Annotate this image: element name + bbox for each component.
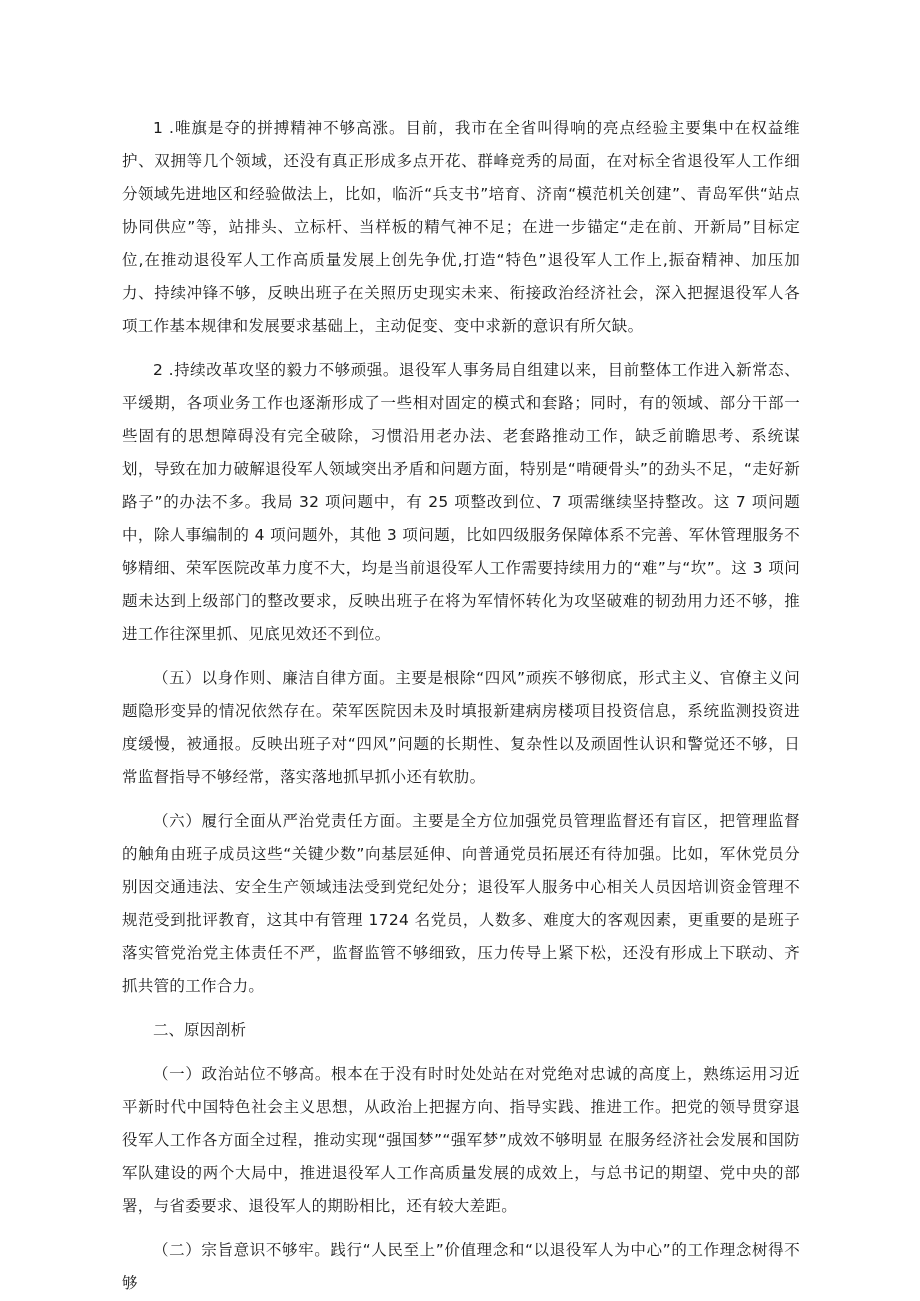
paragraph-party-governance: （六）履行全面从严治党责任方面。主要是全方位加强党员管理监督还有盲区，把管理监督的触角由班子成员这些“关键少数”向基层延伸、向普通党员拓展还有待加强。比如，军休党员分别因交通违法、安全生产领域违法受到党纪处分；退役军人服务中心相关人员因培训资金管理不规范受到批评教育，这其中有管理 1724 名党员，人数多、难度大的客观因素，更重要的是班子落实管党治党主体责任不严，监督监管不够细致，压力传导上紧下松，还没有形成上下联动、齐抓共管的工作合力。 <box>122 812 800 995</box>
paragraph-fighting-spirit: 1 .唯旗是夺的拼搏精神不够高涨。目前，我市在全省叫得响的亮点经验主要集中在权益维护、双拥等几个领域，还没有真正形成多点开花、群峰竞秀的局面，在对标全省退役军人工作细分领域先进地区和经验做法上，比如，临沂“兵支书”培育、济南“模范机关创建”、青岛军供“站点协同供应”等，站排头、立标杆、当样板的精气神不足；在进一步锚定“走在前、开新局”目标定位,在推动退役军人工作高质量发展上创先争优,打造“特色”退役军人工作上,振奋精神、加压加力、持续冲锋不够，反映出班子在关照历史现实未来、衔接政治经济社会，深入把握退役军人各项工作基本规律和发展要求基础上，主动促变、变中求新的意识有所欠缺。 <box>122 119 800 335</box>
paragraph-reform-persistence: 2 .持续改革攻坚的毅力不够顽强。退役军人事务局自组建以来，目前整体工作进入新常态、平缓期，各项业务工作也逐渐形成了一些相对固定的模式和套路；同时，有的领域、部分干部一些固有的思想障碍没有完全破除，习惯沿用老办法、老套路推动工作，缺乏前瞻思考、系统谋划，导致在加力破解退役军人领域突出矛盾和问题方面，特别是“啃硬骨头”的劲头不足，“走好新路子”的办法不多。我局 32 项问题中，有 25 项整改到位、7 项需继续坚持整改。这 7 项问题中，除人事编制的 4 项问题外，其他 3 项问题，比如四级服务保障体系不完善、军休管理服务不够精细、荣军医院改革力度不大，均是当前退役军人工作需要持续用力的“难”与“坎”。这 3 项问题未达到上级部门的整改要求，反映出班子在将为军情怀转化为攻坚破难的韧劲用力还不够，推进工作往深里抓、见底见效还不到位。 <box>122 361 800 643</box>
section-title-cause-analysis: 二、原因剖析 <box>153 1021 247 1039</box>
paragraph-political-stance: （一）政治站位不够高。根本在于没有时时处处站在对党绝对忠诚的高度上，熟练运用习近平新时代中国特色社会主义思想，从政治上把握方向、指导实践、推进工作。把党的领导贯穿退役军人工作各方面全过程，推动实现“强国梦”“强军梦”成效不够明显 在服务经济社会发展和国防军队建设的两个大局中，推进退役军人工作高质量发展的成效上，与总书记的期望、党中央的部署，与省委要求、退役军人的期盼相比，还有较大差距。 <box>122 1065 800 1215</box>
paragraph-integrity-self-discipline: （五）以身作则、廉洁自律方面。主要是根除“四风”顽疾不够彻底，形式主义、官僚主义问题隐形变异的情况依然存在。荣军医院因未及时填报新建病房楼项目投资信息，系统监测投资进度缓慢，被通报。反映出班子对“四风”问题的长期性、复杂性以及顽固性认识和警觉还不够，日常监督指导不够经常，落实落地抓早抓小还有软肋。 <box>122 669 800 786</box>
paragraph-purpose-awareness: （二）宗旨意识不够牢。践行“人民至上”价值理念和“以退役军人为中心”的工作理念树得不够 <box>122 1241 800 1292</box>
